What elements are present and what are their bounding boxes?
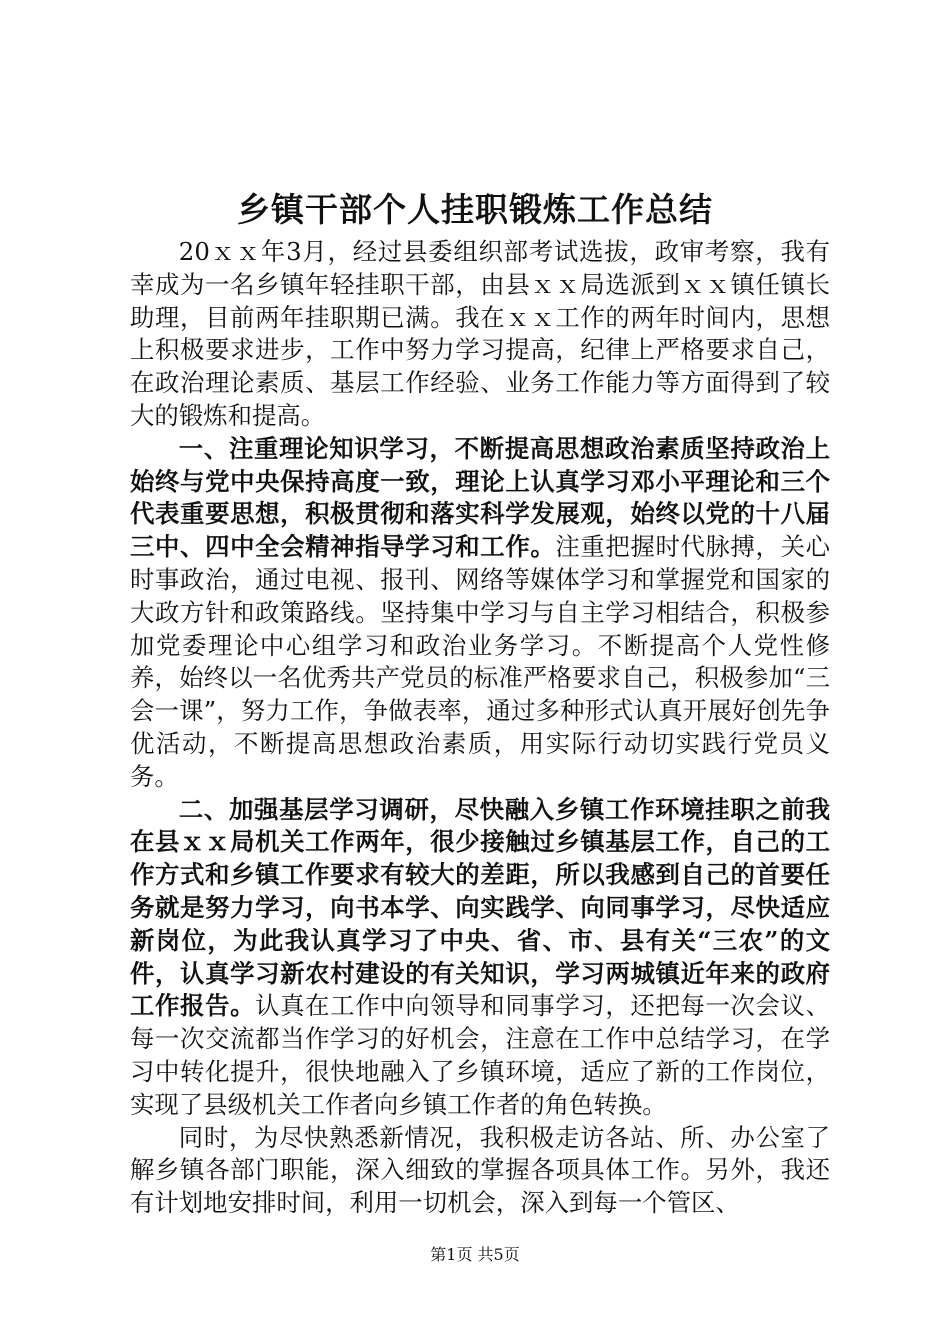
paragraph-text: 20ｘｘ年3月，经过县委组织部考试选拔，政审考察，我有幸成为一名乡镇年轻挂职干部，由县ｘｘ局选派到ｘｘ镇任镇长助理，目前两年挂职期已满。我在ｘｘ工作的两年时间内，思想上积极要求进步，工作中努力学习提高，纪律上严格要求自己，在政治理论素质、基层工作经验、业务工作能力等方面得到了较大的锻炼和提高。 bbox=[130, 237, 830, 430]
document-title: 乡镇干部个人挂职锻炼工作总结 bbox=[237, 190, 713, 229]
paragraph-continuation bbox=[130, 1122, 830, 1220]
paragraph-text: 注重把握时代脉搏，关心时事政治，通过电视、报刊、网络等媒体学习和掌握党和国家的大政方针和政策路线。坚持集中学习与自主学习相结合，积极参加党委理论中心组学习和政治业务学习。不断提高个人党性修养，始终以一名优秀共产党员的标准严格要求自己，积极参加“三会一课”，努力工作，争做表率，通过多种形式认真开展好创先争优活动，不断提高思想政治素质，用实际行动切实践行党员义务。 bbox=[130, 532, 830, 791]
section-heading: 二、加强基层学习调研，尽快融入乡镇工作环境挂职之前我在县ｘｘ局机关工作两年，很少接触过乡镇基层工作，自己的工作方式和乡镇工作要求有较大的差距，所以我感到自己的首要任务就是努力学习，向书本学、向实践学、向同事学习，尽快适应新岗位，为此我认真学习了中央、省、市、县有关“三农”的文件，认真学习新农村建设的有关知识，学习两城镇近年来的政府工作报告。 bbox=[130, 794, 830, 1021]
paragraph-section-1 bbox=[130, 433, 830, 794]
page-footer: 第1页 共5页 bbox=[430, 1245, 520, 1264]
section-heading: 一、注重理论知识学习，不断提高思想政治素质坚持政治上始终与党中央保持高度一致，理论上认真学习邓小平理论和三个代表重要思想，积极贯彻和落实科学发展观，始终以党的十八届三中、四中全会精神指导学习和工作。 bbox=[130, 433, 830, 562]
document-body bbox=[130, 236, 830, 1220]
paragraph-text: 认真在工作中向领导和同事学习，还把每一次会议、每一次交流都当作学习的好机会，注意在工作中总结学习，在学习中转化提升，很快地融入了乡镇环境，适应了新的工作岗位，实现了县级机关工作者向乡镇工作者的角色转换。 bbox=[130, 991, 830, 1119]
paragraph-section-2 bbox=[130, 794, 830, 1122]
paragraph-intro bbox=[130, 236, 830, 433]
paragraph-text: 同时，为尽快熟悉新情况，我积极走访各站、所、办公室了解乡镇各部门职能，深入细致的掌握各项具体工作。另外，我还有计划地安排时间，利用一切机会，深入到每一个管区、 bbox=[130, 1122, 830, 1218]
